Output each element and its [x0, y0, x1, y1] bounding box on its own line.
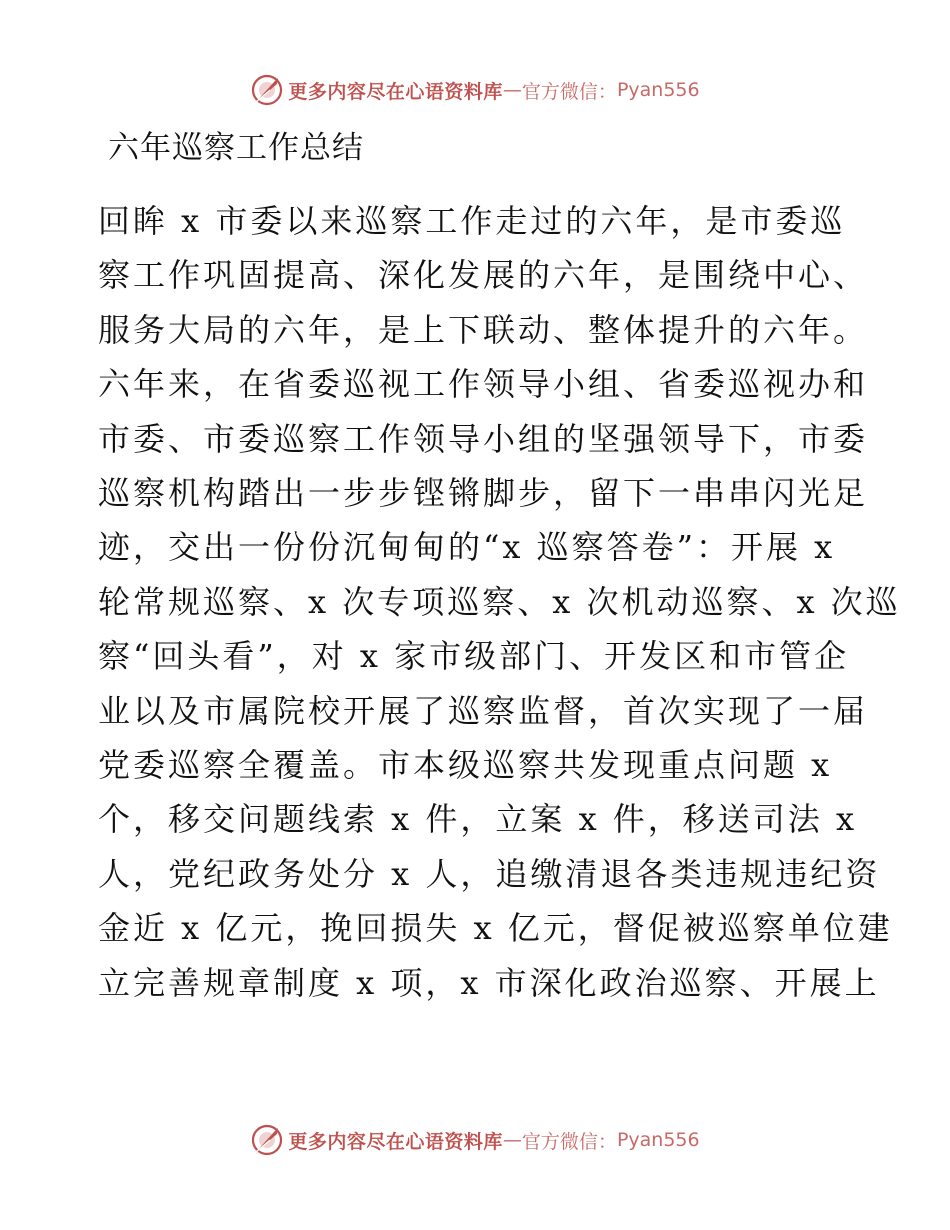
body-line: 市委、市委巡察工作领导小组的坚强领导下，市委: [98, 419, 869, 458]
body-line: 个，移交问题线索 x 件，立案 x 件，移送司法 x: [98, 800, 858, 839]
body-line: 回眸 x 市委以来巡察工作走过的六年，是市委巡: [98, 202, 846, 240]
watermark-wechat-id: Pyan556: [616, 1129, 700, 1151]
document-title: 六年巡察工作总结: [108, 130, 364, 166]
body-line: 察“回头看”，对 x 家市级部门、开发区和市管企: [98, 637, 850, 676]
body-line: 金近 x 亿元，挽回损失 x 亿元，督促被巡察单位建: [98, 909, 893, 948]
body-line: 巡察机构踏出一步步铿锵脚步，留下一串串闪光足: [98, 474, 869, 512]
watermark-separator: —: [502, 79, 522, 101]
quill-logo-icon: [250, 1123, 284, 1157]
body-line: 迹，交出一份份沉甸甸的“x 巡察答卷”：开展 x: [98, 528, 836, 567]
footer-watermark: [0, 1120, 950, 1160]
watermark-wechat-label: 官方微信：: [521, 1130, 617, 1153]
body-line: 服务大局的六年，是上下联动、整体提升的六年。: [98, 310, 869, 349]
watermark-brand: 更多内容尽在心语资料库: [288, 80, 503, 103]
body-line: 人，党纪政务处分 x 人，追缴清退各类违规违纪资: [98, 854, 881, 893]
body-line: 轮常规巡察、x 次专项巡察、x 次机动巡察、x 次巡: [98, 582, 901, 621]
watermark-separator: —: [502, 1129, 522, 1151]
watermark-wechat-label: 官方微信：: [521, 80, 617, 103]
header-watermark: [0, 70, 950, 110]
body-line: 六年来，在省委巡视工作领导小组、省委巡视办和: [98, 365, 869, 404]
body-line: 察工作巩固提高、深化发展的六年，是围绕中心、: [98, 256, 869, 295]
body-line: 党委巡察全覆盖。市本级巡察共发现重点问题 x: [98, 746, 833, 784]
body-line: 业以及市属院校开展了巡察监督，首次实现了一届: [98, 691, 869, 730]
watermark-wechat-id: Pyan556: [616, 79, 700, 101]
body-line: 立完善规章制度 x 项，x 市深化政治巡察、开展上: [98, 963, 880, 1002]
quill-logo-icon: [250, 73, 284, 107]
watermark-brand: 更多内容尽在心语资料库: [288, 1130, 503, 1153]
